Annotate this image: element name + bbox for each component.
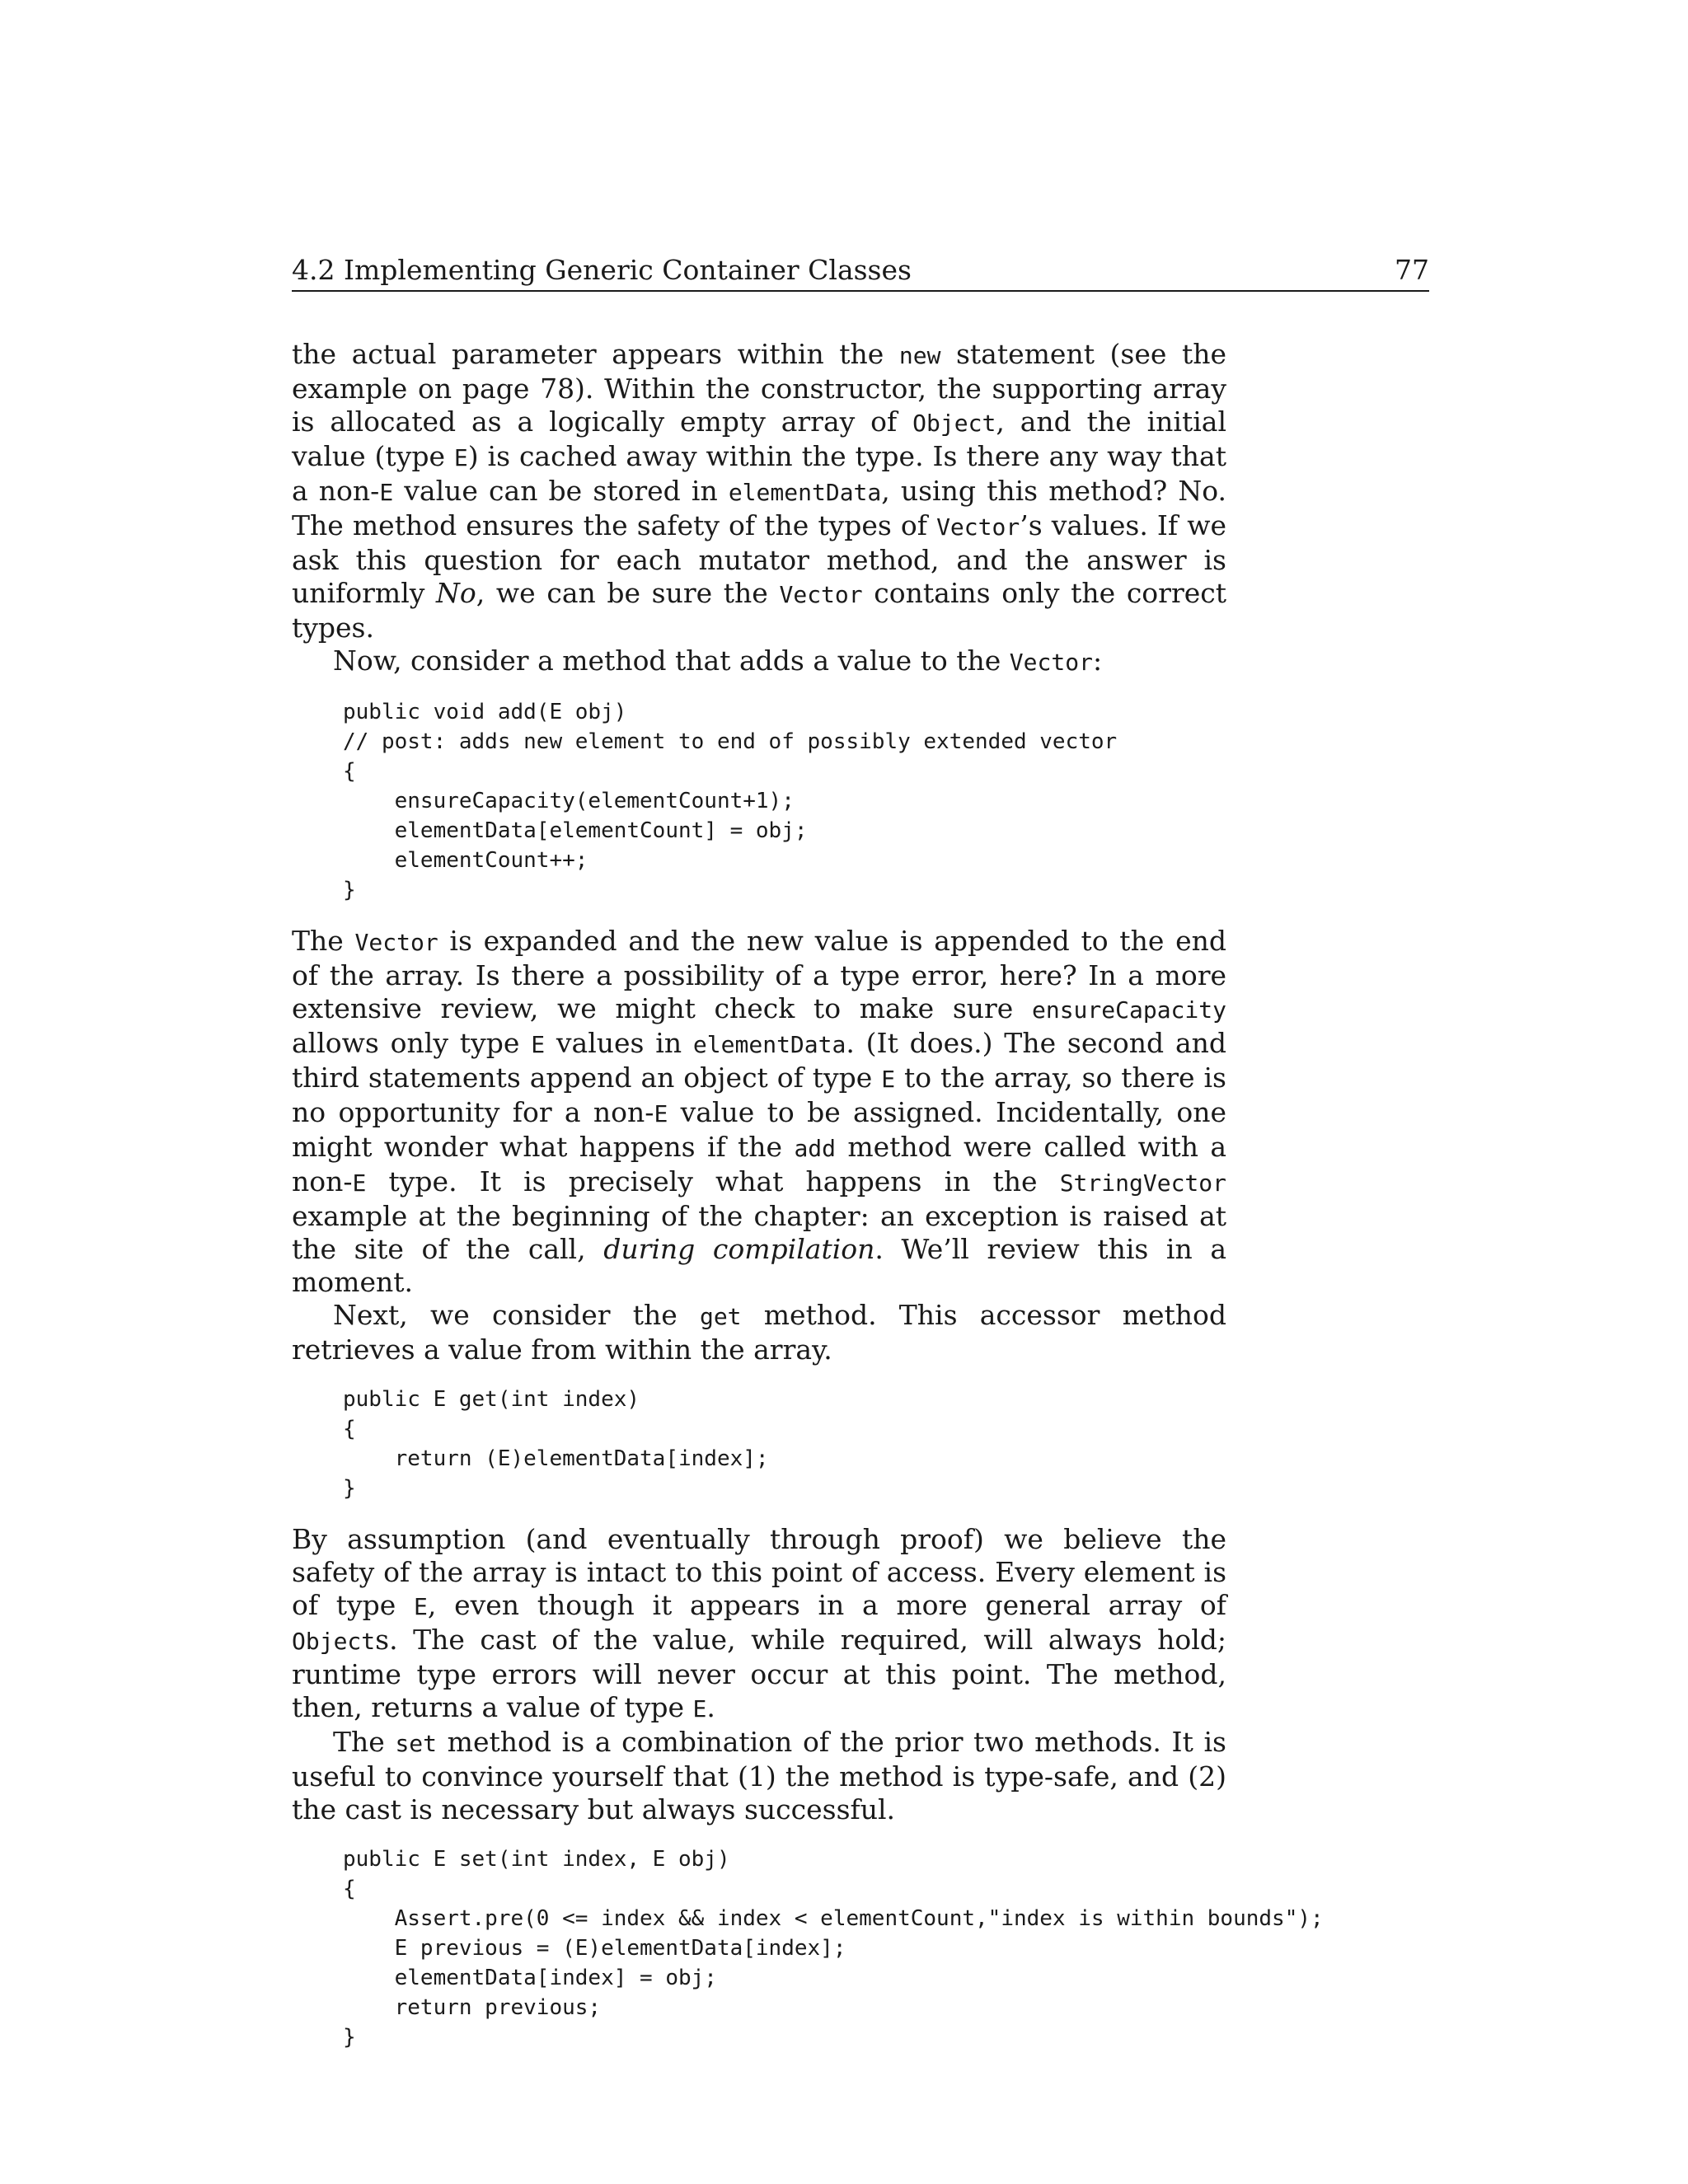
paragraph-2: Now, consider a method that adds a value to the Vector: <box>333 644 1103 677</box>
paragraph-5: By assumption (and eventually through proof) we believe the safety of the array is intact to this point of access. Every element is of type E, even though it appears in a more general array of Objects. The cast of the value, while required, will always hold; runtime type errors will never occur at this point. The method, then, returns a value of type E. <box>292 1523 1226 1723</box>
code-block-add: public void add(E obj) // post: adds new element to end of possibly extended vector { ensureCapacity(elementCount+1); elementData[elementCount] = obj; elementCount++; } <box>343 700 1118 902</box>
running-header <box>292 254 1429 292</box>
paragraph-6: The set method is a combination of the prior two methods. It is useful to convince yourself that (1) the method is type-safe, and (2) the cast is necessary but always successful. <box>292 1726 1226 1825</box>
code-block-set: public E set(int index, E obj) { Assert.pre(0 <= index && index < elementCount,"index is within bounds"); E previous = (E)elementData[index]; elementData[index] = obj; return previous; } <box>343 1847 1324 2050</box>
paragraph-1: the actual parameter appears within the new statement (see the example on page 78). Within the constructor, the supporting array is allocated as a logically empty array of Object, and the initial value (type E) is cached away within the type. Is there any way that a non-E value can be stored in elementData, using this method? No. The method ensures the safety of the types of Vector’s values. If we ask this question for each mutator method, and the answer is uniformly No, we can be sure the Vector contains only the correct types. <box>292 338 1226 644</box>
code-block-get: public E get(int index) { return (E)elementData[index]; } <box>343 1387 769 1501</box>
page-number: 77 <box>1395 254 1429 286</box>
section-title: 4.2 Implementing Generic Container Classes <box>292 254 912 286</box>
paragraph-3: The Vector is expanded and the new value is appended to the end of the array. Is there a possibility of a type error, here? In a more extensive review, we might check to make sure ensureCapacity allows only type E values in elementData. (It does.) The second and third statements append an object of type E to the array, so there is no opportunity for a non-E value to be assigned. Incidentally, one might wonder what happens if the add method were called with a non-E type. It is precisely what happens in the StringVector example at the beginning of the chapter: an exception is raised at the site of the call, during compilation. We’ll review this in a moment. <box>292 925 1227 1298</box>
page-body <box>292 338 1324 2072</box>
paragraph-4: Next, we consider the get method. This accessor method retrieves a value from within the array. <box>292 1299 1226 1366</box>
